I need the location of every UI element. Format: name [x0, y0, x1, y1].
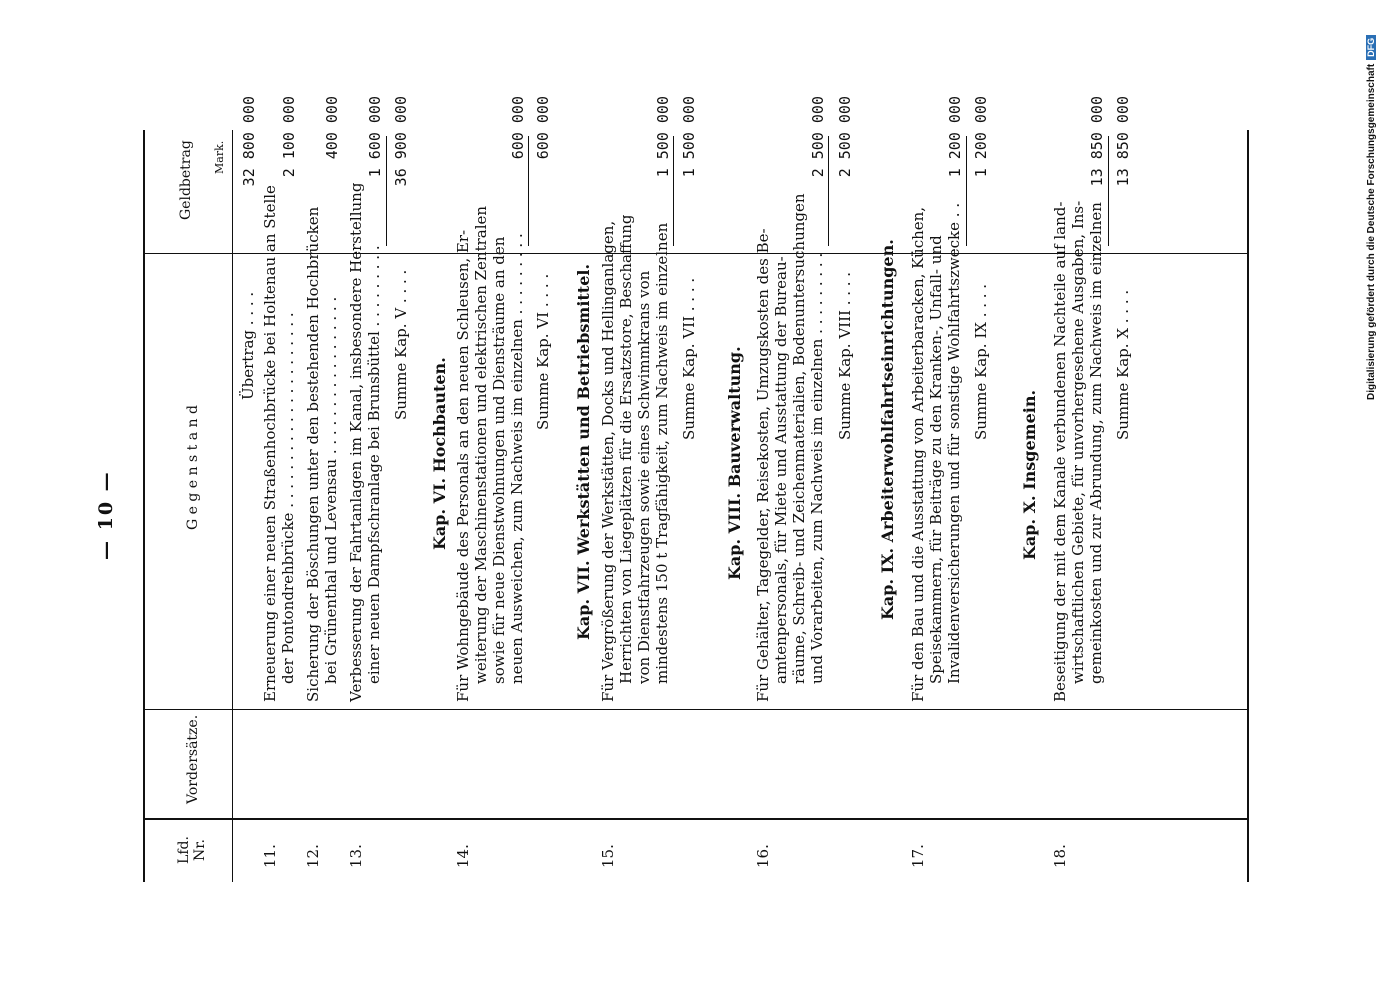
sum8-rule	[828, 136, 829, 246]
nr-18: 18.	[1051, 844, 1069, 868]
header-mark: Mark.	[213, 140, 226, 174]
row-13-line2: einer neuen Dampfschranlage bei Brunsbüttel . . . . . . . . .	[365, 245, 383, 684]
amount-uebertrag: 32 800 000	[240, 96, 258, 187]
top-rule	[143, 130, 145, 882]
header-rule	[232, 130, 233, 882]
page-number: — 10 —	[95, 470, 117, 560]
kap10-line3: gemeinkosten und zur Abrundung, zum Nachweis im einzelnen	[1087, 202, 1105, 684]
kap7-line4: mindestens 150 t Tragfähigkeit, zum Nachweis im einzelnen	[653, 222, 671, 684]
sum7-amount: 1 500 000	[680, 96, 698, 178]
header-gegenstand: G e g e n s t a n d	[185, 405, 201, 530]
amount-11: 2 100 000	[280, 96, 298, 178]
kap6-line1: Für Wohngebäude des Personals an den neuen Schleusen, Er-	[454, 229, 472, 702]
sum7-label: Summe Kap. VII . . . .	[680, 277, 698, 440]
sum9-rule	[966, 136, 967, 246]
kap7-line2: Herrichten von Liegeplätzen für die Ersatzstore, Beschaffung	[617, 214, 635, 684]
kap9-line2: Speisekammern, für Beiträge zu den Kranken-, Unfall- und	[927, 235, 945, 684]
kap10-title: Kap. X. Insgemein.	[1020, 389, 1039, 560]
bottom-rule	[1247, 130, 1249, 882]
sum5-amount: 36 900 000	[392, 96, 410, 187]
kap10-amount: 13 850 000	[1088, 96, 1106, 187]
kap8-line4: und Vorarbeiten, zum Nachweis im einzelnen . . . . . . . . .	[808, 252, 826, 684]
kap8-line2: amtenpersonals, für Miete und Ausstattung der Bureau-	[772, 256, 790, 684]
nr-12: 12.	[304, 844, 322, 868]
row-11-line2: der Pontondrehbrücke . . . . . . . . . . . . . . . . . . . . .	[279, 312, 297, 684]
kap9-line3: Invalidenversicherungen und für sonstige Wohlfahrtszwecke . .	[945, 202, 963, 684]
row-12-line2: bei Grünenthal und Levensau . . . . . . . . . . . . . . . . .	[322, 296, 340, 684]
rule-nr	[143, 818, 1248, 820]
row-uebertrag: Übertrag . . . .	[239, 291, 257, 400]
kap8-title: Kap. VIII. Bauverwaltung.	[725, 346, 744, 580]
kap7-title: Kap. VII. Werkstätten und Betriebsmittel.	[574, 263, 593, 640]
nr-15: 15.	[599, 844, 617, 868]
row-13-line1: Verbesserung der Fahrtanlagen im Kanal, insbesondere Herstellung	[347, 182, 365, 702]
sum9-amount: 1 200 000	[972, 96, 990, 178]
sum9-label: Summe Kap. IX . . . .	[972, 283, 990, 440]
nr-17: 17.	[909, 844, 927, 868]
sum6-amount: 600 000	[534, 96, 552, 160]
sum10-amount: 13 850 000	[1114, 96, 1132, 187]
header-geldbetrag: Geldbetrag	[178, 140, 194, 220]
header-nr: Lfd. Nr.	[176, 836, 208, 864]
kap10-line1: Beseitigung der mit dem Kanale verbundenen Nachteile auf land-	[1051, 201, 1069, 702]
kap7-line1: Für Vergrößerung der Werkstätten, Docks und Hellinganlagen,	[599, 220, 617, 702]
kap7-line3: von Dienstfahrzeugen sowie eines Schwimmkrans von	[635, 270, 653, 684]
nr-16: 16.	[754, 844, 772, 868]
sum6-label: Summe Kap. VI . . . .	[534, 273, 552, 430]
nr-11: 11.	[261, 844, 279, 868]
dfg-logo: DFG	[1366, 35, 1376, 60]
kap7-amount: 1 500 000	[654, 96, 672, 178]
sum6-rule	[528, 136, 529, 246]
kap6-title: Kap. VI. Hochbauten.	[430, 357, 449, 550]
sum5-rule	[386, 136, 387, 246]
kap9-line1: Für den Bau und die Ausstattung von Arbeiterbaracken, Küchen,	[909, 206, 927, 702]
amount-12: 400 000	[323, 96, 341, 160]
kap6-line3: sowie für neue Dienstwohnungen und Diensträume an den	[490, 236, 508, 684]
header-vorderfaetze: Vordersätze.	[185, 714, 201, 804]
kap6-line4: neuen Ausweichen, zum Nachweis im einzelnen . . . . . . . . .	[508, 233, 526, 684]
sum10-label: Summe Kap. X . . . .	[1114, 289, 1132, 440]
kap8-line1: Für Gehälter, Tagegelder, Reisekosten, Umzugskosten des Be-	[754, 228, 772, 702]
sum10-rule	[1108, 136, 1109, 246]
kap6-line2: weiterung der Maschinenstationen und elektrischen Zentralen	[472, 205, 490, 684]
kap8-amount: 2 500 000	[809, 96, 827, 178]
kap8-line3: räume, Schreib- und Zeichenmaterialien, Bodenuntersuchungen	[790, 193, 808, 684]
rule-vord	[143, 709, 1248, 710]
amount-13: 1 600 000	[366, 96, 384, 178]
nr-14: 14.	[454, 844, 472, 868]
kap6-amount: 600 000	[509, 96, 527, 160]
sum5-label: Summe Kap. V . . . .	[392, 269, 410, 420]
nr-13: 13.	[347, 844, 365, 868]
sum7-rule	[673, 136, 674, 246]
kap9-amount: 1 200 000	[946, 96, 964, 178]
dfg-credit	[1366, 10, 1383, 400]
sum8-amount: 2 500 000	[836, 96, 854, 178]
row-12-line1: Sicherung der Böschungen unter den bestehenden Hochbrücken	[304, 206, 322, 702]
sum8-label: Summe Kap. VIII . . . .	[836, 271, 854, 440]
row-11-line1: Erneuerung einer neuen Straßenhochbrücke bei Holtenau an Stelle	[261, 185, 279, 702]
kap10-line2: wirtschaftlichen Gebiete, für unvorhergesehene Ausgaben, Ins-	[1069, 200, 1087, 684]
kap9-title: Kap. IX. Arbeiterwohlfahrtseinrichtungen.	[878, 239, 897, 620]
credit-text: Digitalisierung gefördert durch die Deutsche Forschungsgemeinschaft	[1366, 63, 1377, 400]
